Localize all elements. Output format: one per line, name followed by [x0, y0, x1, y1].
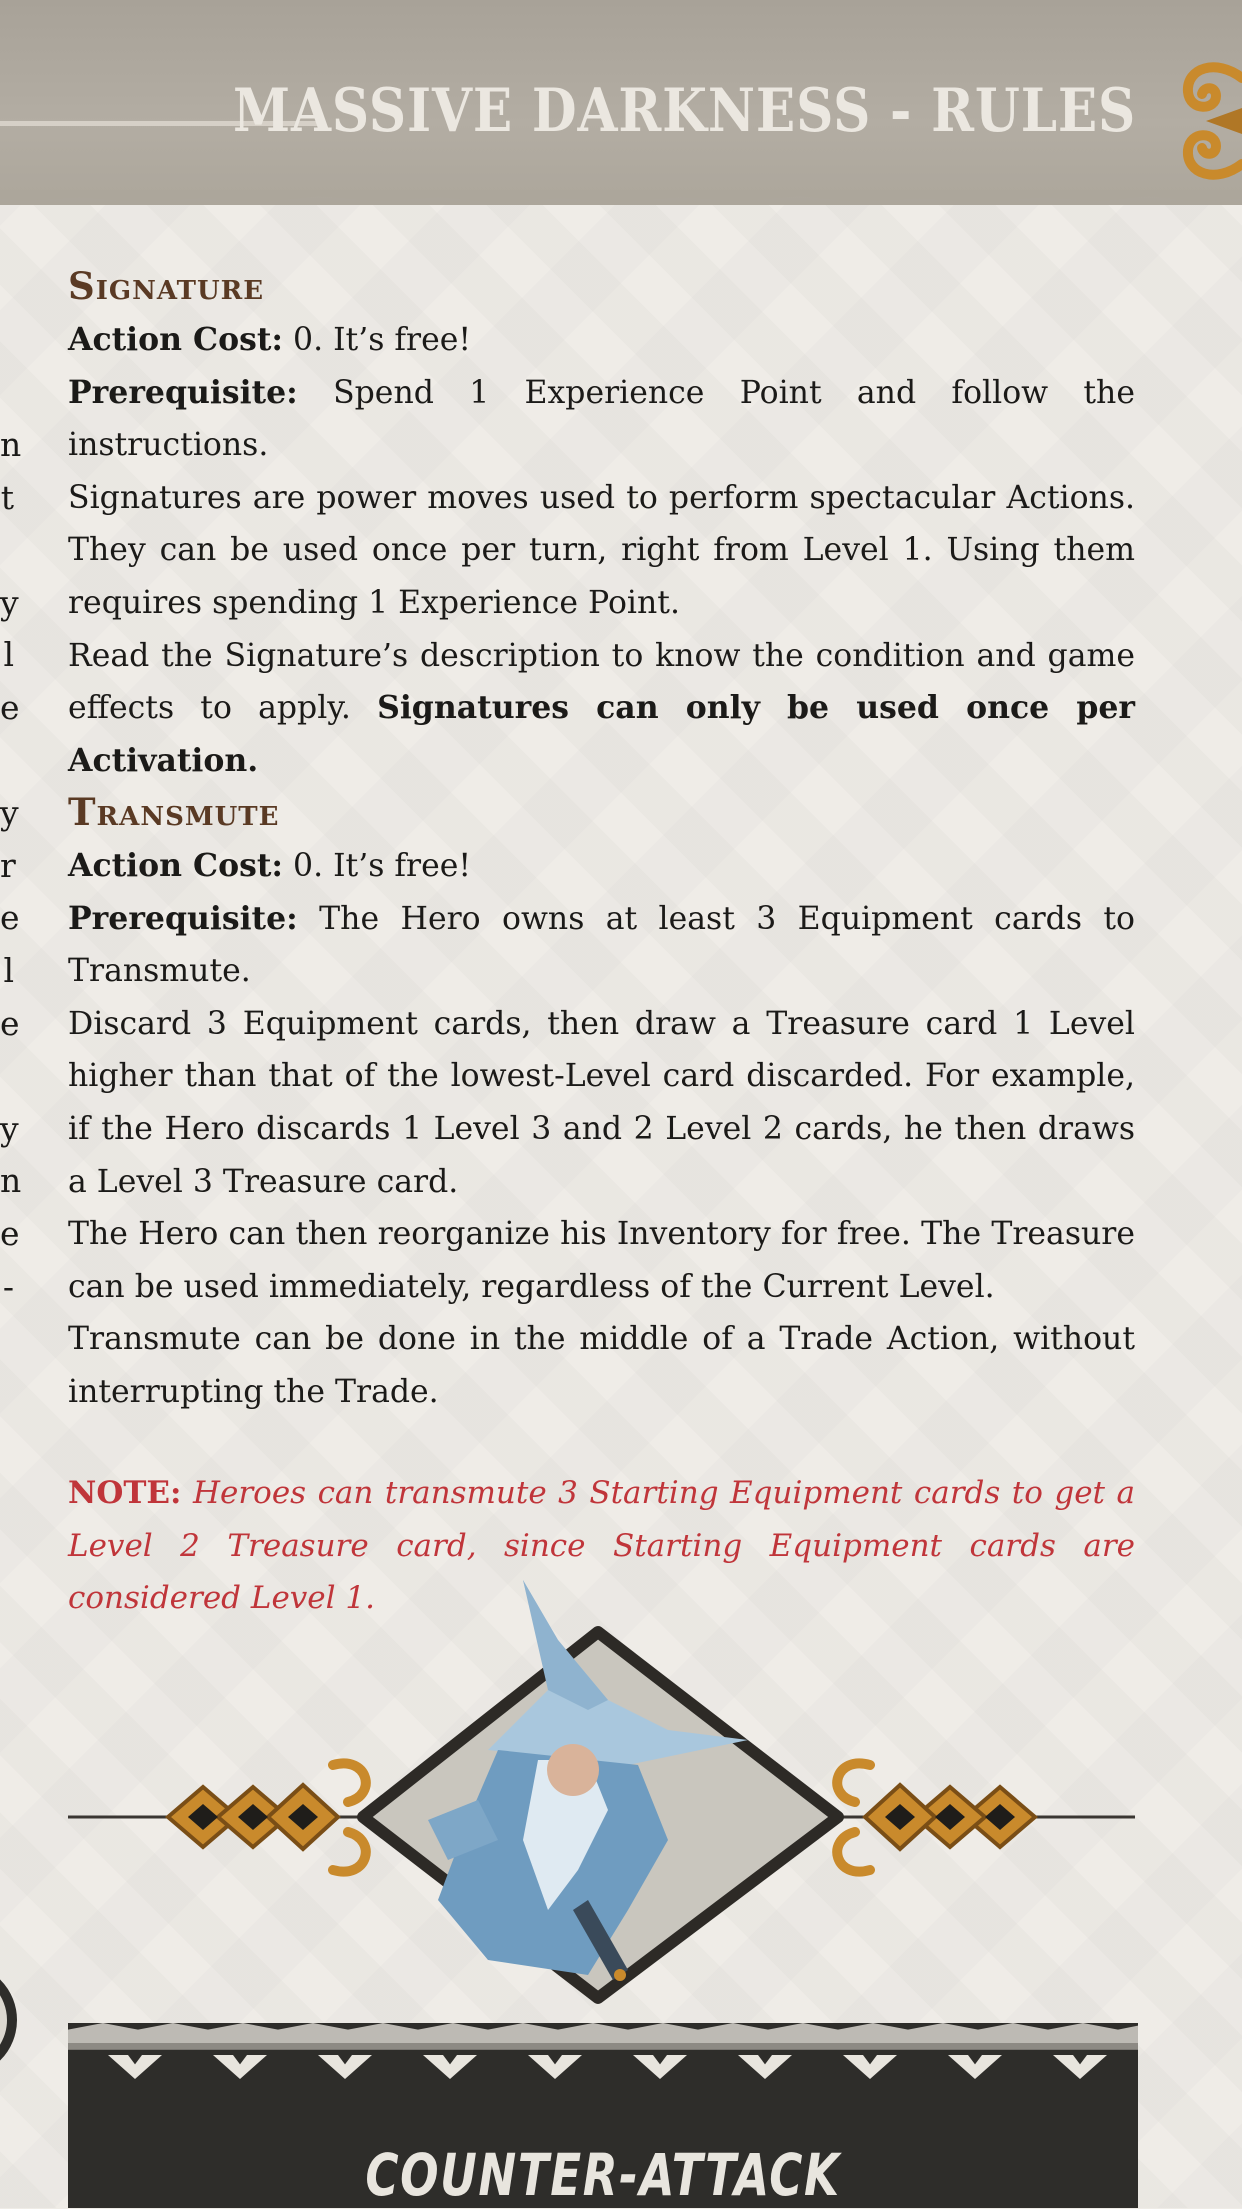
left-fragment-char: e — [0, 688, 20, 727]
transmute-section — [68, 784, 1135, 1419]
circular-emblem-edge — [0, 1920, 16, 2120]
left-fragment-char: y — [0, 793, 19, 833]
action-cost-value: 0. It’s free! — [283, 322, 472, 358]
signature-prerequisite — [68, 367, 1135, 472]
action-cost-label: Action Cost: — [68, 847, 284, 884]
left-fragment-char: e — [0, 1214, 20, 1253]
left-fragment-char: n — [0, 1161, 22, 1201]
prerequisite-label: Prerequisite: — [68, 899, 298, 937]
transmute-heading: Transmute — [68, 790, 280, 834]
transmute-paragraph-1: Discard 3 Equipment cards, then draw a Treasure card 1 Level higher than that of the lowest-Level card discarded. For example, if the Hero discards 1 Level 3 and 2 Level 2 cards, he then draws a Level 3 Treasure card. — [68, 1005, 1135, 1200]
transmute-paragraph-2: The Hero can then reorganize his Inventory for free. The Treasure can be used immediately, regardless of the Current Level. — [68, 1216, 1135, 1305]
signature-action-cost — [68, 314, 1135, 367]
note-body: Heroes can transmute 3 Starting Equipment cards to get a Level 2 Treasure card, since Starting Equipment cards are considered Level 1. — [68, 1475, 1135, 1617]
torn-paper-edge — [0, 190, 1242, 210]
left-fragment-char: l — [3, 951, 14, 990]
page-header — [0, 0, 1242, 205]
left-fragment-char: y — [0, 1108, 19, 1148]
prerequisite-value: The Hero owns at least 3 Equipment cards to Transmute. — [68, 900, 1135, 990]
header-title: MASSIVE DARKNESS - RULES — [232, 76, 1136, 146]
transmute-paragraph-3: Transmute can be done in the middle of a Trade Action, without interrupting the Trade. — [68, 1321, 1135, 1410]
left-fragment-char: l — [3, 635, 14, 675]
note-label: NOTE: — [68, 1475, 182, 1511]
scroll-ornament-icon — [1176, 58, 1242, 184]
left-fragment-char: t — [0, 477, 14, 517]
signature-paragraph-2-bold: Signatures can only be used once per Activation. — [68, 689, 1135, 779]
action-cost-label: Action Cost: — [68, 321, 284, 358]
left-fragment-char: y — [0, 582, 19, 622]
signature-paragraph-2 — [68, 630, 1135, 788]
wizard-illustration — [68, 1580, 1135, 2010]
signature-heading: Signature — [68, 264, 265, 308]
chevron-down-icons — [108, 2055, 1107, 2079]
banner-title: COUNTER-ATTACK — [365, 2141, 841, 2209]
left-fragment-char: n — [0, 425, 22, 464]
prerequisite-label: Prerequisite: — [68, 373, 298, 411]
action-cost-value: 0. It’s free! — [283, 848, 472, 884]
left-fragment-char: e — [0, 1003, 20, 1043]
signature-paragraph-1: Signatures are power moves used to perform spectacular Actions. They can be used once per turn, right from Level 1. Using them requires spending 1 Experience Point. — [68, 479, 1135, 621]
left-fragment-char: r — [0, 845, 16, 885]
banner-spike-trim — [68, 2023, 1138, 2083]
transmute-action-cost — [68, 840, 1135, 893]
prerequisite-value: Spend 1 Experience Point and follow the instructions. — [68, 374, 1135, 464]
left-fragment-char: e — [0, 898, 20, 938]
left-fragment-char: - — [2, 1266, 14, 1306]
counter-attack-banner — [68, 2023, 1138, 2208]
signature-paragraph-2-text: Read the Signature’s description to know the condition and game effects to apply. — [68, 637, 1135, 727]
signature-section — [68, 258, 1135, 787]
transmute-prerequisite — [68, 893, 1135, 998]
